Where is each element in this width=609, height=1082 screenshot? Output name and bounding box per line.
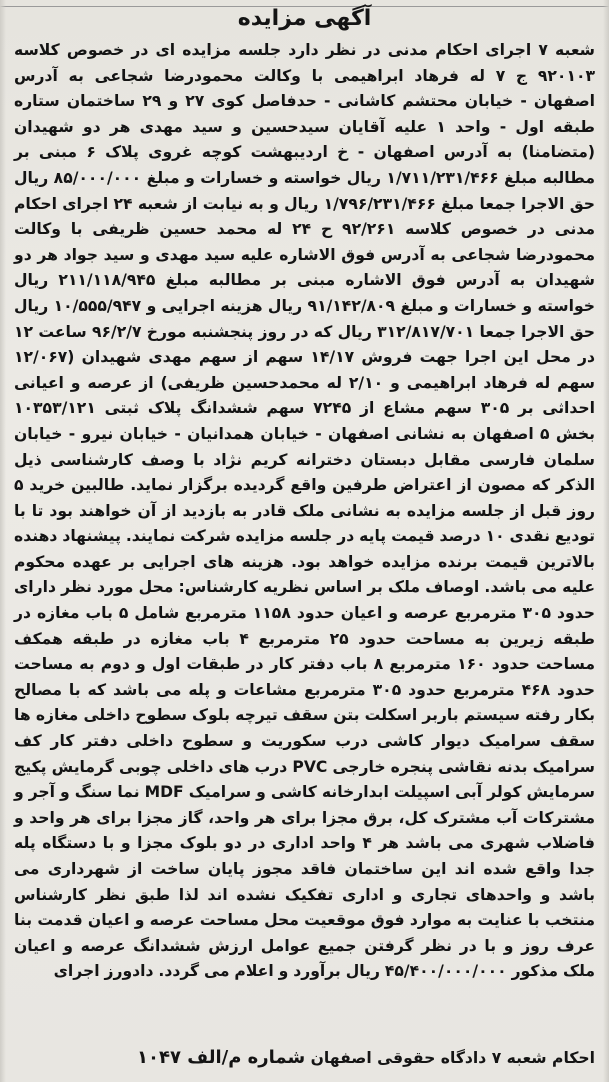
paper-edge-left	[0, 0, 6, 1082]
notice-title: آگهی مزایده	[237, 6, 372, 31]
footer-court: احکام شعبه ۷ دادگاه حقوقی اصفهان	[310, 1049, 595, 1068]
notice-body	[14, 38, 595, 985]
paper-edge-right	[603, 0, 609, 1082]
footer-reference-number: شماره م/الف ۱۰۴۷	[137, 1047, 306, 1069]
notice-footer	[14, 1045, 595, 1072]
notice-paragraph: شعبه ۷ اجرای احکام مدنی در نظر دارد جلسه مزایده ای در خصوص کلاسه ۹۲۰۱۰۳ ج ۷ له فرهاد ابراهیمی با وکالت محمودرضا شجاعی به آدرس اصفهان - خیابان محتشم کاشانی - حدفاصل کوی ۲۷ و ۲۹ ساختمان ستاره طبقه اول - واحد ۱ علیه آقایان سیدحسین و سید مهدی هر دو شهیدان (متضامنا) به آدرس اصفهان - خ اردیبهشت کوچه غروی پلاک ۶ مبنی بر مطالبه مبلغ ۱/۷۱۱/۲۳۱/۴۶۶ ریال خواسته و خسارات و مبلغ ۸۵/۰۰۰/۰۰۰ ریال حق الاجرا جمعا مبلغ ۱/۷۹۶/۲۳۱/۴۶۶ ریال و به نیابت از شعبه ۲۴ اجرای احکام مدنی در خصوص کلاسه ۹۲/۲۶۱ ح ۲۴ له محمد حسین ظریفی با وکالت محمودرضا شجاعی به آدرس فوق الاشاره علیه سید مهدی و سید جواد هر دو شهیدان به آدرس فوق الاشاره مبنی بر مطالبه مبلغ ۲۱۱/۱۱۸/۹۴۵ ریال خواسته و خسارات و مبلغ ۹۱/۱۴۲/۸۰۹ ریال هزینه اجرایی و ۱۰/۵۵۵/۹۴۷ ریال حق الاجرا جمعا ۳۱۲/۸۱۷/۷۰۱ ریال که در روز پنجشنبه مورخ ۹۶/۲/۷ ساعت ۱۲ در محل این اجرا جهت فروش ۱۴/۱۷ سهم از سهم مهدی شهیدان (۱۲/۰۶۷ سهم له فرهاد ابراهیمی و ۲/۱۰ له محمدحسین ظریفی) از عرصه و اعیانی احداثی بر ۳۰۵ سهم مشاع از ۷۲۴۵ سهم ششدانگ پلاک ثبتی ۱۰۳۵۳/۱۲۱ بخش ۵ اصفهان به نشانی اصفهان - خیابان همدانیان - خیابان نیرو - خیابان سلمان فارسی مقابل دبستان دخترانه کریم نژاد با وصف کارشناسی ذیل الذکر که مصون از اعتراض طرفین واقع گردیده برگزار نماید. طالبین خرید ۵ روز قبل از جلسه مزایده به نشانی ملک قادر به بازدید از آن خواهند بود تا با تودیع نقدی ۱۰ درصد قیمت پایه در جلسه مزایده شرکت نمایند. پیشنهاد دهنده بالاترین قیمت برنده مزایده خواهد بود. هزینه های اجرایی بر عهده محکوم علیه می باشد. اوصاف ملک بر اساس نظریه کارشناس: محل مورد نظر دارای حدود ۳۰۵ مترمربع عرصه و اعیان حدود ۱۱۵۸ مترمربع شامل ۵ باب مغازه در طبقه زیرین به مساحت حدود ۲۵ مترمربع ۴ باب مغازه در طبقه همکف مساحت حدود ۱۶۰ مترمربع ۸ باب دفتر کار در طبقات اول و دوم به مساحت حدود ۴۶۸ مترمربع حدود ۳۰۵ مترمربع مشاعات و پله می باشد که با مصالح بکار رفته سیستم باربر اسکلت بتن سقف تیرچه بلوک سطوح داخلی مغازه ها سقف سرامیک دیوار کاشی درب سکوریت و سطوح داخلی دفتر کار کف سرامیک بدنه نقاشی پنجره خارجی PVC درب های داخلی چوبی گرمایش پکیج سرمایش کولر آبی اسپیلت ابدارخانه کاشی و سرامیک MDF نما سنگ و آجر و مشترکات آب مشترک کل، برق مجزا برای هر واحد، گاز مجزا برای هر واحد و فاضلاب شهری می باشد هر ۴ واحد اداری در دو بلوک مجزا و با دستگاه پله جدا واقع شده اند این ساختمان فاقد مجوز پایان ساخت از شهرداری می باشد و واحدهای تجاری و اداری تفکیک نشده اند لذا طبق نظر کارشناس منتخب با عنایت به موارد فوق موقعیت محل مساحت عرصه و اعیان قدمت بنا عرف روز و با در نظر گرفتن جمیع عوامل ارزش ششدانگ عرصه و اعیان ملک مذکور ۴۵/۴۰۰/۰۰۰/۰۰۰ ریال برآورد و اعلام می گردد. دادورز اجرای	[14, 41, 596, 981]
